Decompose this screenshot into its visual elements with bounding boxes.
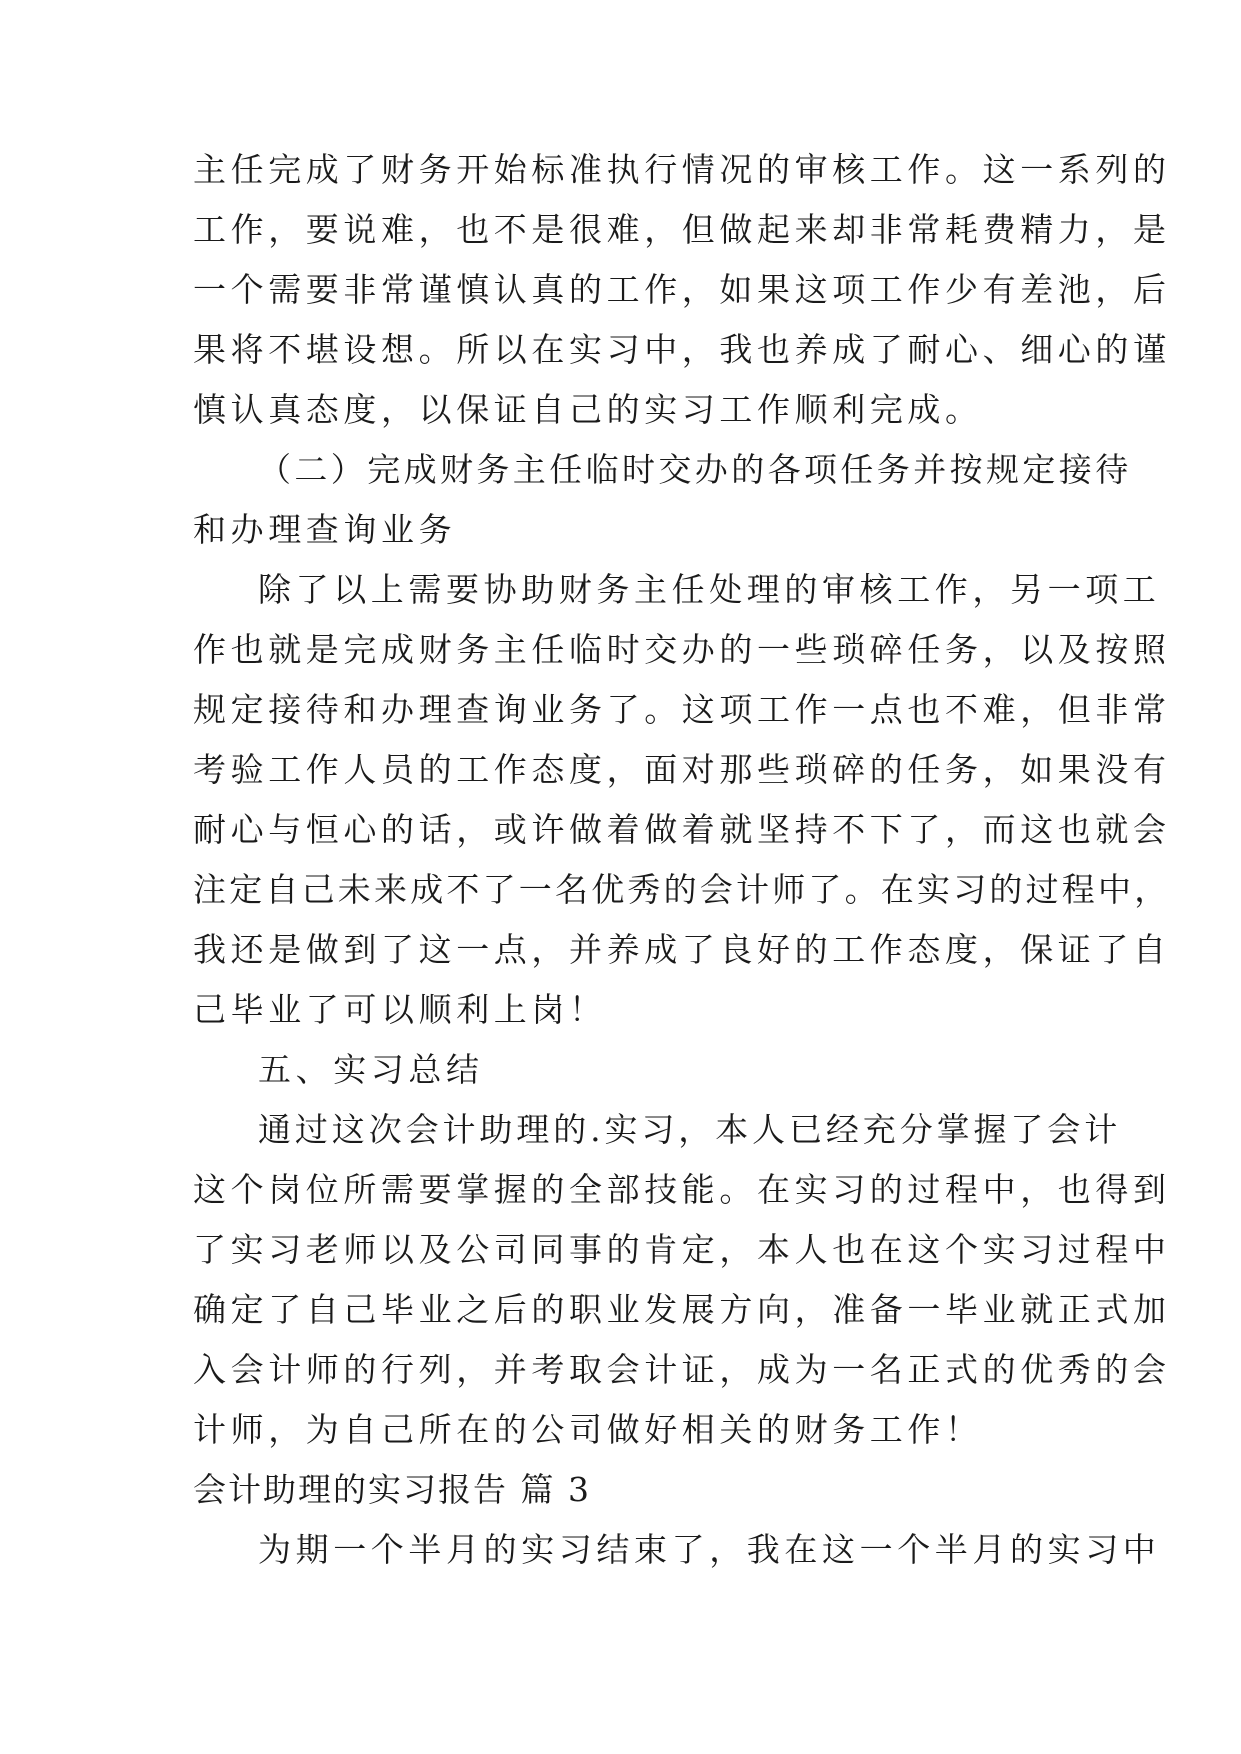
paragraph-line: 除了以上需要协助财务主任处理的审核工作，另一项工 [258, 570, 1161, 609]
paragraph-line: 工作，要说难，也不是很难，但做起来却非常耗费精力，是 [193, 210, 1171, 249]
paragraph-line: 规定接待和办理查询业务了。这项工作一点也不难，但非常 [193, 690, 1171, 729]
paragraph-line: 主任完成了财务开始标准执行情况的审核工作。这一系列的 [193, 150, 1171, 189]
paragraph-line: 一个需要非常谨慎认真的工作，如果这项工作少有差池，后 [193, 270, 1171, 309]
paragraph-line: 通过这次会计助理的.实习，本人已经充分掌握了会计 [258, 1110, 1122, 1149]
section-subheading-continued: 和办理查询业务 [193, 510, 457, 549]
paragraph-line: 这个岗位所需要掌握的全部技能。在实习的过程中，也得到 [193, 1170, 1171, 1209]
section-subheading: （二）完成财务主任临时交办的各项任务并按规定接待 [258, 450, 1132, 489]
paragraph-line: 注定自己未来成不了一名优秀的会计师了。在实习的过程中， [193, 870, 1171, 909]
paragraph-line: 作也就是完成财务主任临时交办的一些琐碎任务，以及按照 [193, 630, 1171, 669]
article-title: 会计助理的实习报告 篇 3 [193, 1470, 591, 1509]
paragraph-line: 确定了自己毕业之后的职业发展方向，准备一毕业就正式加 [193, 1290, 1171, 1329]
paragraph-line: 计师，为自己所在的公司做好相关的财务工作！ [193, 1410, 983, 1449]
paragraph-line: 入会计师的行列，并考取会计证，成为一名正式的优秀的会 [193, 1350, 1171, 1389]
paragraph-line: 己毕业了可以顺利上岗！ [193, 990, 607, 1029]
paragraph-line: 我还是做到了这一点，并养成了良好的工作态度，保证了自 [193, 930, 1171, 969]
section-heading: 五、实习总结 [258, 1050, 484, 1089]
paragraph-line: 为期一个半月的实习结束了，我在这一个半月的实习中 [258, 1530, 1161, 1569]
paragraph-line: 了实习老师以及公司同事的肯定，本人也在这个实习过程中 [193, 1230, 1171, 1269]
paragraph-line: 慎认真态度，以保证自己的实习工作顺利完成。 [193, 390, 983, 429]
paragraph-line: 果将不堪设想。所以在实习中，我也养成了耐心、细心的谨 [193, 330, 1171, 369]
paragraph-line: 考验工作人员的工作态度，面对那些琐碎的任务，如果没有 [193, 750, 1171, 789]
paragraph-line: 耐心与恒心的话，或许做着做着就坚持不下了，而这也就会 [193, 810, 1171, 849]
